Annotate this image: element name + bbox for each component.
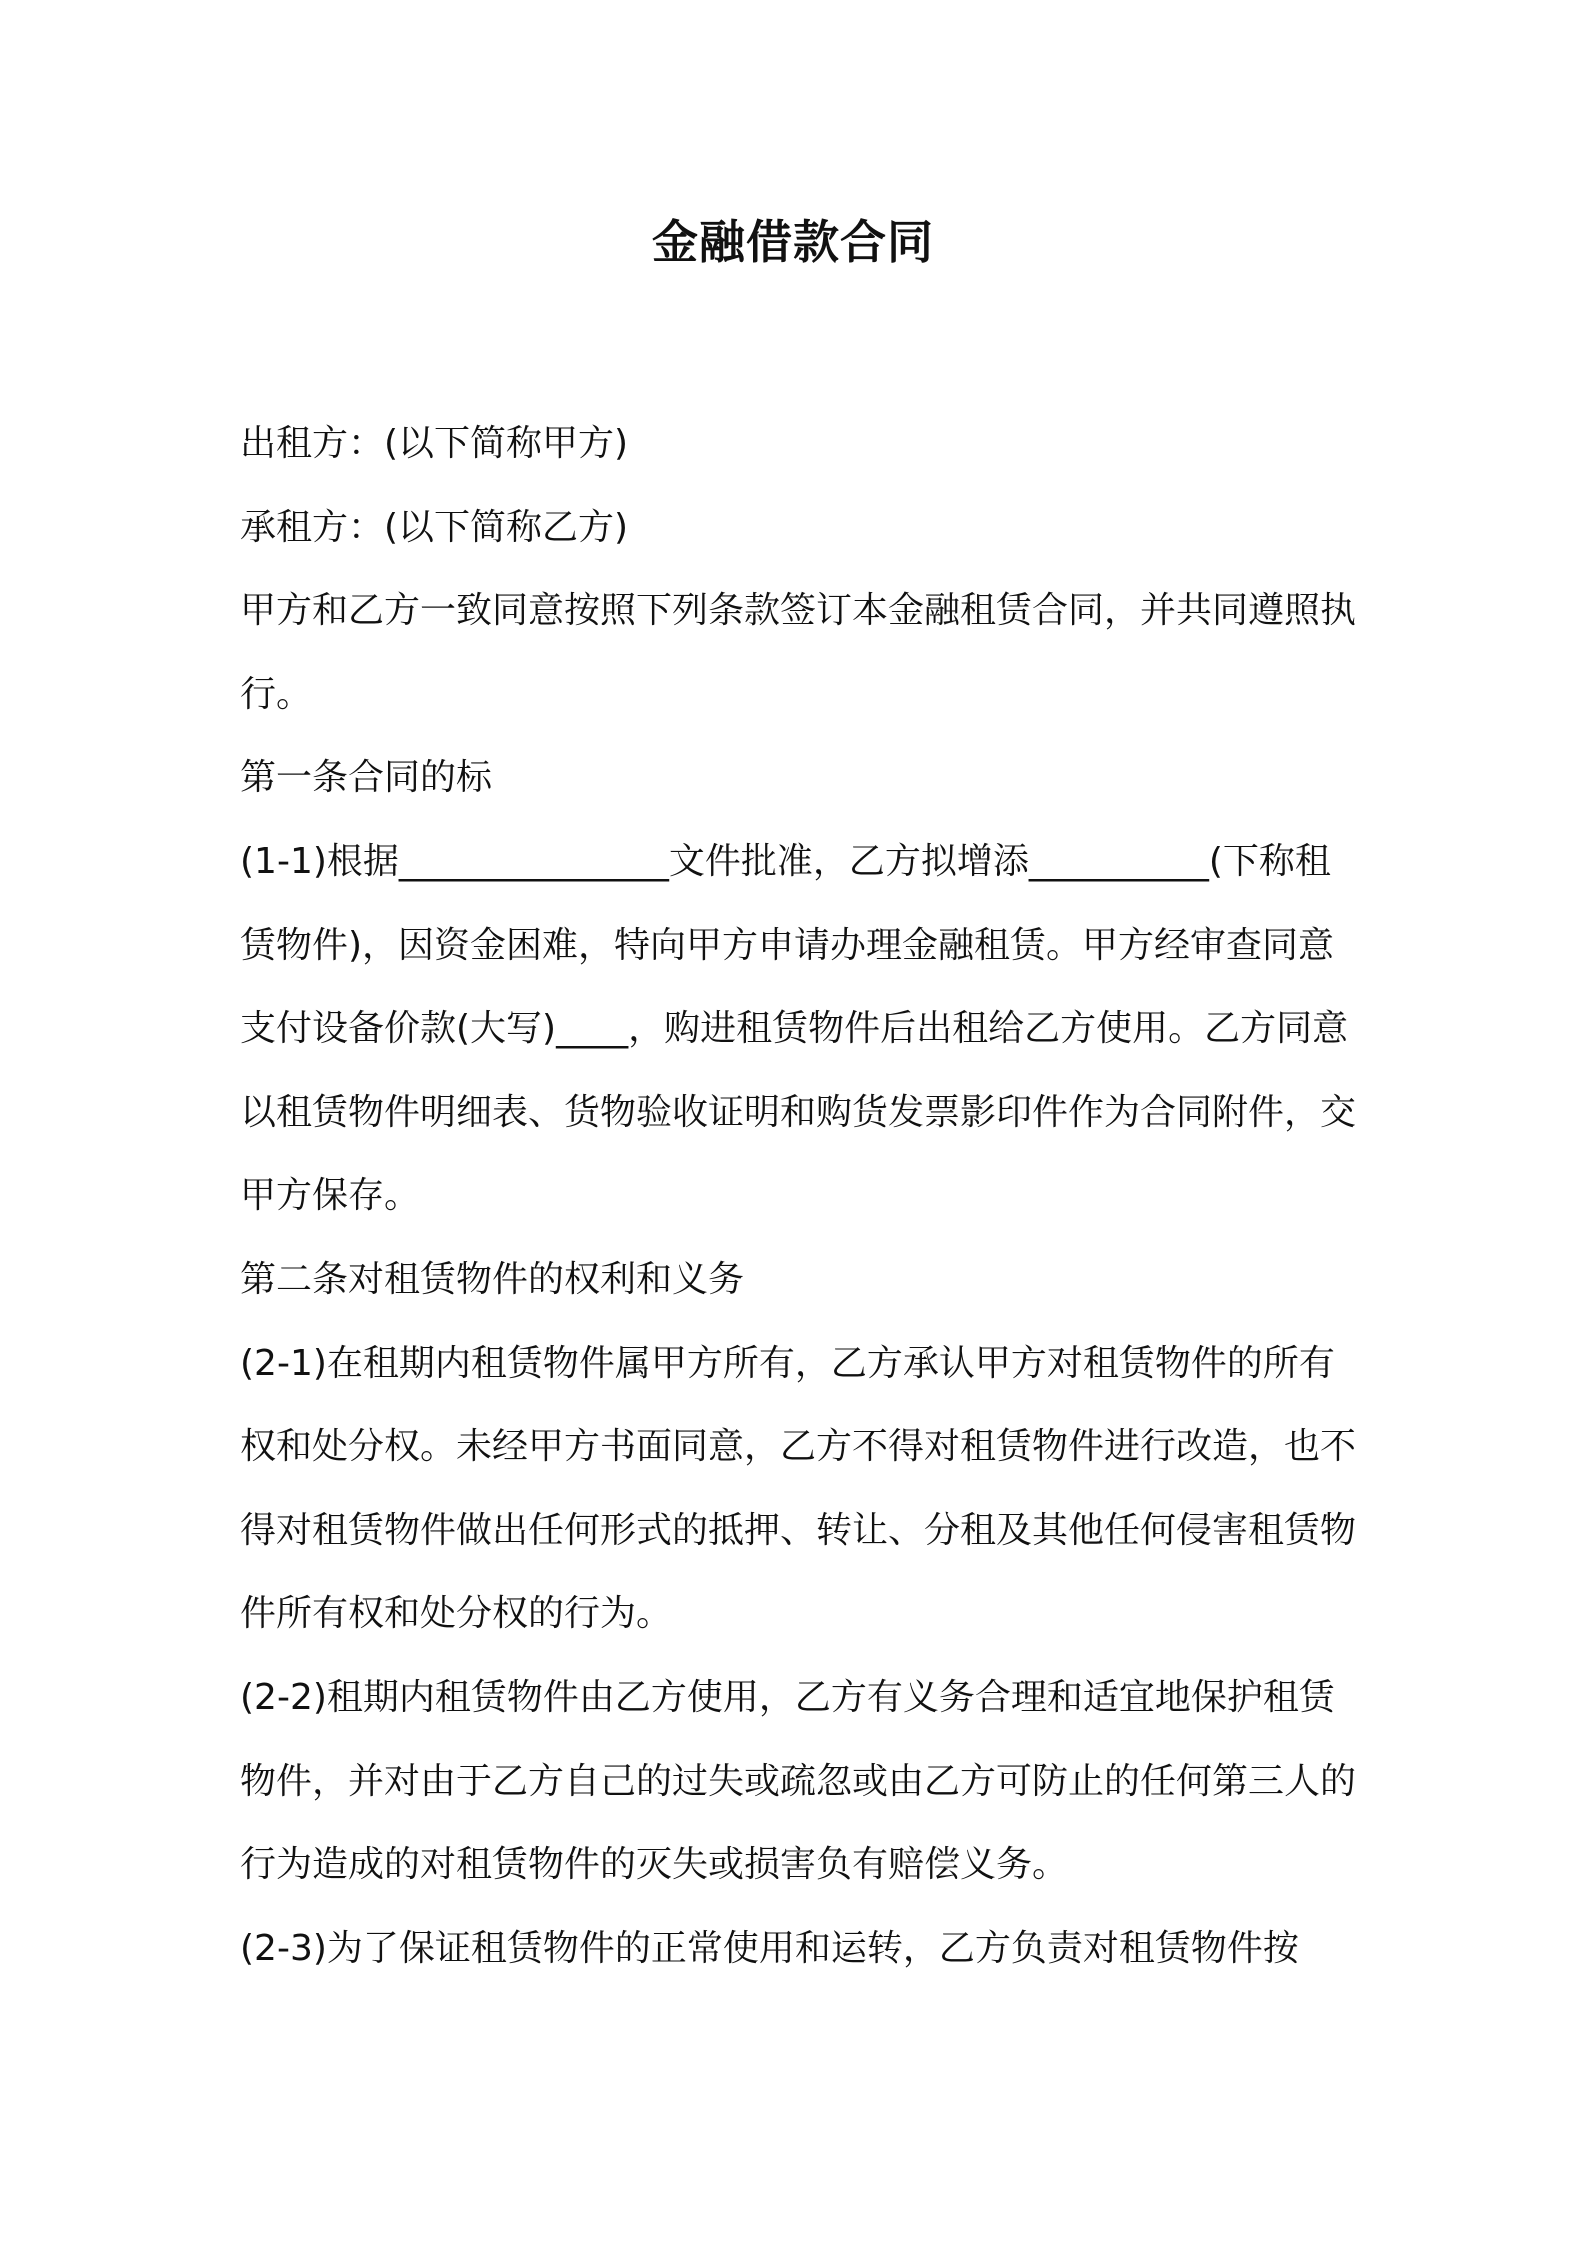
article-2-heading: 第二条对租赁物件的权利和义务 <box>240 1258 745 1300</box>
document-body <box>240 402 1360 1990</box>
lessor-line: 出租方：(以下简称甲方) <box>240 423 629 464</box>
lessee-line: 承租方：(以下简称乙方) <box>240 506 629 548</box>
clause-2-1: (2-1)在租期内租赁物件属甲方所有，乙方承认甲方对租赁物件的所有权和处分权。未经甲方书面同意，乙方不得对租赁物件进行改造，也不得对租赁物件做出任何形式的抵押、转让、分租及其他任何侵害租赁物件所有权和处分权的行为。 <box>240 1342 1357 1635</box>
document-title: 金融借款合同 <box>652 215 934 269</box>
article-1-heading: 第一条合同的标 <box>240 757 493 799</box>
clause-1-1: (1-1)根据_______________文件批准，乙方拟增添__________(下称租赁物件)，因资金困难，特向甲方申请办理金融租赁。甲方经审查同意支付设备价款(大写)____，购进租赁物件后出租给乙方使用。乙方同意以租赁物件明细表、货物验收证明和购货发票影印件作为合同附件，交甲方保存。 <box>240 840 1357 1217</box>
clause-2-2: (2-2)租期内租赁物件由乙方使用，乙方有义务合理和适宜地保护租赁物件，并对由于乙方自己的过失或疏忽或由乙方可防止的任何第三人的行为造成的对租赁物件的灭失或损害负有赔偿义务。 <box>240 1676 1357 1886</box>
agreement-intro: 甲方和乙方一致同意按照下列条款签订本金融租赁合同，并共同遵照执行。 <box>240 590 1357 715</box>
clause-2-3: (2-3)为了保证租赁物件的正常使用和运转，乙方负责对租赁物件按 <box>240 1927 1299 1969</box>
